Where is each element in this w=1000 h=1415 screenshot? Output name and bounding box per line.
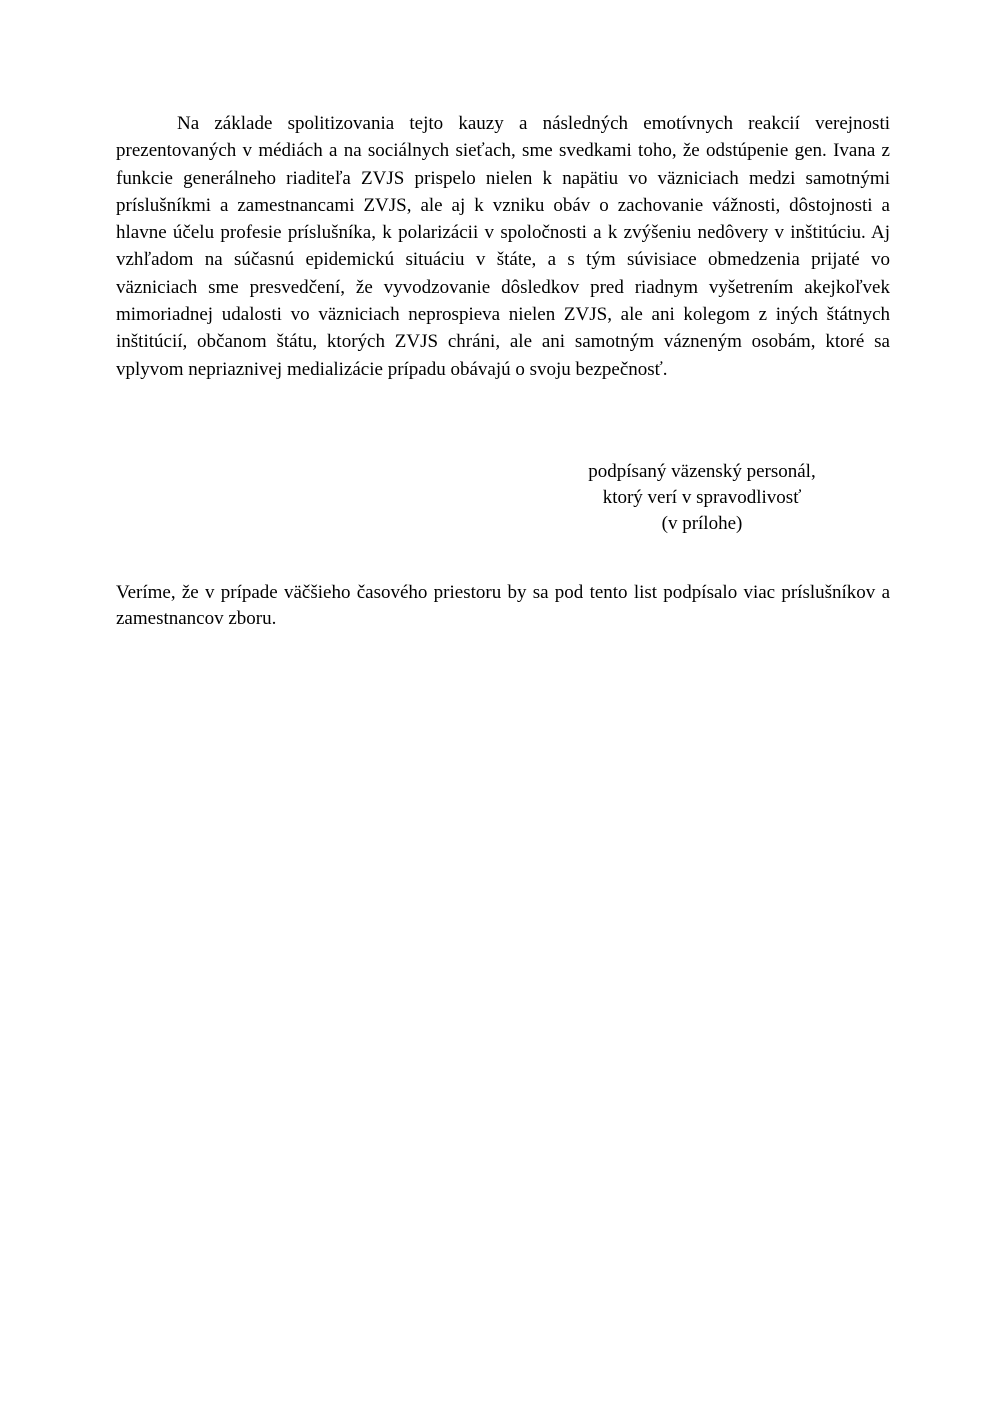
- signature-block: [540, 459, 864, 537]
- main-paragraph: Na základe spolitizovania tejto kauzy a následných emotívnych reakcií verejnosti prezentovaných v médiách a na sociálnych sieťach, sme svedkami toho, že odstúpenie gen. Ivana z funkcie generálneho riaditeľa ZVJS prispelo nielen k napätiu vo väzniciach medzi samotnými príslušníkmi a zamestnancami ZVJS, ale aj k vzniku obáv o zachovanie vážnosti, dôstojnosti a hlavne účelu profesie príslušníka, k polarizácii v spoločnosti a k zvýšeniu nedôvery v inštitúciu. Aj vzhľadom na súčasnú epidemickú situáciu v štáte, a s tým súvisiace obmedzenia prijaté vo väzniciach sme presvedčení, že vyvodzovanie dôsledkov pred riadnym vyšetrením akejkoľvek mimoriadnej udalosti vo väzniciach neprospieva nielen ZVJS, ale ani kolegom z iných štátnych inštitúcií, občanom štátu, ktorých ZVJS chráni, ale ani samotným vázneným osobám, ktoré sa vplyvom nepriaznivej medializácie prípadu obávajú o svoju bezpečnosť.: [116, 113, 890, 380]
- signature-line-2: ktorý verí v spravodlivosť: [602, 487, 802, 508]
- signature-line-3: (v prílohe): [661, 513, 743, 534]
- signature-line-1: podpísaný väzenský personál,: [588, 461, 816, 482]
- closing-note: Veríme, že v prípade väčšieho časového priestoru by sa pod tento list podpísalo viac príslušníkov a zamestnancov zboru.: [116, 582, 890, 629]
